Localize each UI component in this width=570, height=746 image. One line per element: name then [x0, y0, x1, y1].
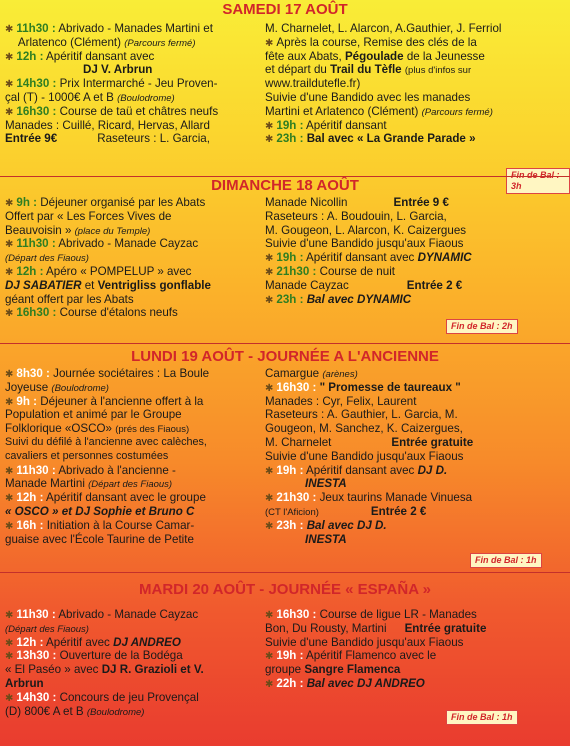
samedi-right-column	[265, 22, 565, 146]
event-time: 19h :	[276, 251, 304, 265]
bullet-star-icon: ✱	[5, 79, 14, 91]
event-line	[5, 533, 257, 547]
event-line	[5, 279, 257, 293]
event-text: Suivie d'une Bandido avec les manades	[265, 90, 471, 104]
event-time: 16h30 :	[16, 104, 57, 118]
event-time: 14h30 :	[16, 77, 57, 91]
bullet-star-icon: ✱	[5, 198, 14, 209]
event-text: M. Gougeon, L. Alarcon, K. Caizergues	[265, 223, 467, 237]
event-time: 21h30 :	[276, 264, 317, 278]
event-line	[5, 63, 257, 77]
event-line	[5, 367, 257, 381]
event-time: 9h :	[16, 196, 38, 209]
event-line	[265, 251, 565, 265]
bullet-star-icon: ✱	[265, 465, 274, 477]
event-text: Ouverture de la Bodéga	[59, 649, 183, 663]
event-text: www.traildutefle.fr)	[265, 77, 361, 91]
event-text: Sangre Flamenca	[304, 663, 401, 677]
bullet-star-icon: ✱	[265, 37, 274, 49]
event-time: 12h :	[16, 491, 44, 505]
event-line	[265, 477, 565, 491]
event-text: " Promesse de taureaux "	[319, 380, 461, 394]
event-text: Après la course, Remise des clés de la	[276, 35, 477, 49]
event-line	[265, 293, 565, 307]
event-text: Bon, Du Rousty, Martini	[265, 621, 387, 635]
event-text: Entrée 9 €	[393, 196, 449, 209]
event-text: M. Charnelet, L. Alarcon, A.Gauthier, J. Ferriol	[265, 22, 502, 35]
event-line	[265, 196, 565, 210]
event-line	[5, 381, 257, 395]
mardi-right-column	[265, 608, 565, 691]
dimanche-right-column	[265, 196, 565, 306]
event-line	[265, 636, 565, 650]
event-text: DJ SABATIER	[5, 278, 82, 292]
event-time: 12h :	[16, 264, 44, 278]
event-line	[5, 608, 257, 622]
event-text: Beauvoisin »	[5, 223, 72, 237]
event-text: Apéro « POMPELUP » avec	[46, 264, 192, 278]
section-divider	[0, 572, 570, 573]
event-text: Course de ligue LR - Manades	[319, 608, 477, 621]
event-text: (Départ des Fiaous)	[5, 253, 89, 265]
event-line	[265, 381, 565, 395]
event-time: 16h :	[16, 518, 44, 532]
event-text: (D) 800€ A et B	[5, 704, 84, 718]
event-text: Arbrun	[5, 676, 44, 690]
bullet-star-icon: ✱	[265, 651, 274, 663]
event-text: Raseteurs : A. Boudouin, L. Garcia,	[265, 209, 447, 223]
event-text: M. Charnelet	[265, 435, 332, 449]
event-time: 21h30 :	[276, 491, 317, 505]
event-text: Déjeuner à l'ancienne offert à la	[40, 394, 204, 408]
event-text: Apéritif dansant avec	[306, 463, 415, 477]
event-text: Entrée 2 €	[406, 278, 463, 292]
event-text: çal (T) - 1000€ A et B	[5, 90, 114, 104]
bullet-star-icon: ✱	[265, 520, 274, 532]
event-line	[265, 132, 565, 146]
event-text: INESTA	[305, 477, 347, 491]
bullet-star-icon: ✱	[5, 692, 14, 704]
event-text: cavaliers et personnes costumées	[5, 449, 169, 462]
bullet-star-icon: ✱	[5, 308, 14, 320]
event-text: DYNAMIC	[417, 251, 472, 265]
event-line	[265, 36, 565, 50]
event-text: Jeux taurins Manade Vinuesa	[319, 491, 473, 505]
event-line	[5, 36, 257, 50]
bullet-star-icon: ✱	[5, 51, 14, 63]
event-text: et	[84, 278, 95, 292]
section-title-samedi: SAMEDI 17 AOÛT	[222, 1, 348, 18]
event-line	[5, 91, 257, 105]
event-line	[5, 450, 257, 464]
event-text: et départ du	[265, 63, 327, 77]
event-line	[265, 91, 565, 105]
event-text: INESTA	[305, 532, 347, 546]
event-line	[5, 491, 257, 505]
event-time: 16h30 :	[276, 380, 317, 394]
event-text: Abrivado - Manade Cayzac	[58, 608, 199, 621]
event-text: Folklorique «OSCO»	[5, 422, 112, 436]
event-time: 23h :	[276, 518, 304, 532]
event-text: Entrée gratuite	[404, 621, 487, 635]
event-line	[5, 105, 257, 119]
event-line	[265, 533, 565, 547]
event-line	[265, 464, 565, 478]
event-text: DJ V. Arbrun	[83, 63, 153, 77]
event-text: (arènes)	[322, 369, 358, 380]
event-time: 11h30 :	[16, 608, 56, 621]
event-text: Manade Martini	[5, 477, 85, 491]
fin-de-bal-badge: Fin de Bal : 1h	[446, 710, 518, 725]
event-text: Bal avec DJ ANDREO	[306, 676, 425, 690]
event-time: 16h30 :	[16, 306, 57, 320]
event-line	[5, 50, 257, 64]
event-time: 19h :	[276, 463, 304, 477]
event-line	[5, 705, 257, 719]
bullet-star-icon: ✱	[5, 369, 14, 380]
event-text: (Parcours fermé)	[421, 106, 493, 118]
event-text: (Départ des Fiaous)	[5, 623, 89, 635]
event-line	[265, 22, 565, 36]
event-text: Concours de jeu Provençal	[59, 690, 199, 704]
event-text: Suivie d'une Bandido jusqu'aux Fiaous	[265, 237, 464, 251]
event-line	[265, 50, 565, 64]
event-text: fête aux Abats,	[265, 49, 342, 63]
event-time: 8h30 :	[16, 367, 50, 380]
event-line	[5, 132, 257, 146]
event-time: 16h30 :	[276, 608, 317, 621]
event-line	[5, 677, 257, 691]
event-line	[5, 306, 257, 320]
bullet-star-icon: ✱	[5, 239, 14, 251]
event-time: 11h30 :	[16, 463, 56, 477]
event-text: Déjeuner organisé par les Abats	[40, 196, 206, 209]
lundi-right-column	[265, 367, 565, 546]
event-text: Arlatenco (Clément)	[17, 35, 121, 49]
event-time: 9h :	[16, 394, 38, 408]
event-text: (prés des Fiaous)	[115, 424, 190, 436]
bullet-star-icon: ✱	[5, 637, 14, 649]
event-text: Suivie d'une Bandido jusqu'aux Fiaous	[265, 635, 464, 649]
event-text: Bal avec « La Grande Parade »	[306, 132, 476, 146]
event-line	[5, 464, 257, 478]
event-line	[265, 677, 565, 691]
event-line	[265, 519, 565, 533]
event-line	[265, 395, 565, 409]
bullet-star-icon: ✱	[265, 253, 274, 265]
bullet-star-icon: ✱	[5, 106, 14, 118]
lundi-left-column	[5, 367, 257, 546]
event-text: Initiation à la Course Camar-	[46, 518, 195, 532]
event-line	[5, 196, 257, 210]
event-text: Entrée 9€	[5, 132, 58, 146]
event-time: 14h30 :	[16, 690, 57, 704]
bullet-star-icon: ✱	[5, 651, 14, 663]
event-text: Abrivado - Manades Martini et	[58, 22, 213, 35]
event-text: Manade Cayzac	[265, 278, 349, 292]
section-divider	[0, 343, 570, 344]
bullet-star-icon: ✱	[265, 610, 274, 621]
event-line	[5, 224, 257, 238]
event-text: Manades : Cuillé, Ricard, Hervas, Allard	[5, 118, 210, 132]
event-text: Course d'étalons neufs	[59, 306, 178, 320]
event-text: Manade Nicollin	[265, 196, 348, 209]
event-text: Apéritif dansant	[306, 118, 387, 132]
event-line	[265, 663, 565, 677]
event-text: Apéritif avec	[46, 635, 110, 649]
event-text: (Boulodrome)	[86, 706, 145, 718]
event-line	[265, 649, 565, 663]
event-line	[5, 77, 257, 91]
samedi-left-column	[5, 22, 257, 146]
event-text: Pégoulade	[344, 49, 404, 63]
event-text: Apéritif dansant avec le groupe	[46, 491, 206, 505]
event-text: Joyeuse	[5, 380, 49, 394]
event-text: géant offert par les Abats	[5, 292, 134, 306]
event-line	[5, 237, 257, 251]
event-line	[5, 505, 257, 519]
event-line	[5, 649, 257, 663]
event-text: Gougeon, M. Sanchez, K. Caizergues,	[265, 422, 463, 436]
fin-de-bal-badge: Fin de Bal : 2h	[446, 319, 518, 334]
event-time: 23h :	[276, 292, 304, 306]
event-line	[5, 251, 257, 265]
event-text: Abrivado à l'ancienne -	[58, 463, 176, 477]
bullet-star-icon: ✱	[5, 266, 14, 278]
event-line	[5, 436, 257, 450]
event-line	[265, 491, 565, 505]
event-line	[5, 119, 257, 133]
event-text: Entrée 2 €	[370, 504, 427, 518]
event-text: « OSCO » et DJ Sophie et Bruno C	[5, 504, 195, 518]
bullet-star-icon: ✱	[265, 266, 274, 278]
event-text: (place du Temple)	[74, 225, 151, 237]
event-text: Course de taü et châtres neufs	[59, 104, 219, 118]
event-text: Prix Intermarché - Jeu Proven-	[59, 77, 218, 91]
event-line	[265, 210, 565, 224]
event-line	[5, 395, 257, 409]
event-text: Apéritif Flamenco avec le	[306, 649, 437, 663]
event-text: Trail du Tèfle	[330, 63, 402, 77]
event-line	[5, 422, 257, 436]
event-text: (Boulodrome)	[51, 382, 109, 394]
event-line	[5, 519, 257, 533]
event-line	[5, 22, 257, 36]
bullet-star-icon: ✱	[5, 520, 14, 532]
event-text: Suivi du défilé à l'ancienne avec calèches,	[5, 435, 207, 448]
event-text: (Boulodrome)	[117, 92, 175, 104]
bullet-star-icon: ✱	[265, 294, 274, 306]
event-text: « El Paséo » avec	[5, 663, 99, 677]
event-line	[5, 691, 257, 705]
event-text: Course de nuit	[319, 264, 395, 278]
event-text: (Parcours fermé)	[124, 37, 196, 49]
event-text: Bal avec DYNAMIC	[306, 292, 412, 306]
event-time: 23h :	[276, 132, 304, 146]
bullet-star-icon: ✱	[5, 24, 14, 35]
event-line	[265, 77, 565, 91]
event-text: Martini et Arlatenco (Clément)	[265, 104, 419, 118]
event-line	[265, 622, 565, 636]
event-line	[265, 265, 565, 279]
event-line	[265, 450, 565, 464]
event-text: Bal avec DJ D.	[306, 518, 387, 532]
event-time: 19h :	[276, 118, 304, 132]
event-text: DJ ANDREO	[113, 635, 181, 649]
event-line	[5, 636, 257, 650]
bullet-star-icon: ✱	[265, 678, 274, 690]
event-text: (plus d'infos sur	[404, 65, 472, 77]
bullet-star-icon: ✱	[5, 493, 14, 505]
event-text: guaise avec l'École Taurine de Petite	[5, 532, 194, 546]
bullet-star-icon: ✱	[5, 610, 14, 621]
event-line	[5, 477, 257, 491]
event-line	[265, 408, 565, 422]
event-text: de la Jeunesse	[406, 49, 485, 63]
event-text: groupe	[265, 663, 302, 677]
event-text: DJ R. Grazioli et V.	[101, 663, 204, 677]
bullet-star-icon: ✱	[265, 120, 274, 132]
event-line	[265, 105, 565, 119]
section-title-dimanche: DIMANCHE 18 AOÛT	[211, 177, 359, 194]
event-text: (CT l'Aficion)	[265, 506, 319, 518]
event-time: 19h :	[276, 649, 304, 663]
event-line	[5, 293, 257, 307]
bullet-star-icon: ✱	[5, 396, 14, 408]
event-text: Entrée gratuite	[391, 435, 474, 449]
event-text: Ventrigliss gonflable	[97, 278, 211, 292]
event-line	[265, 367, 565, 381]
event-line	[5, 210, 257, 224]
event-text: Abrivado - Manade Cayzac	[58, 237, 199, 251]
mardi-left-column	[5, 608, 257, 718]
event-line	[5, 622, 257, 636]
event-line	[265, 237, 565, 251]
event-line	[265, 608, 565, 622]
fin-de-bal-badge: Fin de Bal : 1h	[470, 553, 542, 568]
event-time: 13h30 :	[16, 649, 57, 663]
event-text: Apéritif dansant avec	[46, 49, 155, 63]
bullet-star-icon: ✱	[5, 465, 14, 477]
event-time: 11h30 :	[16, 22, 56, 35]
event-time: 11h30 :	[16, 237, 56, 251]
event-line	[5, 408, 257, 422]
event-text: Population et animé par le Groupe	[5, 408, 182, 422]
dimanche-left-column	[5, 196, 257, 320]
bullet-star-icon: ✱	[265, 134, 274, 146]
event-time: 12h :	[16, 635, 44, 649]
event-text: Raseteurs : L. Garcia,	[97, 132, 210, 146]
event-text: Apéritif dansant avec	[306, 251, 415, 265]
event-line	[265, 119, 565, 133]
bullet-star-icon: ✱	[265, 382, 274, 394]
event-line	[265, 505, 565, 519]
event-text: Journée sociétaires : La Boule	[53, 367, 210, 380]
event-text: Suivie d'une Bandido jusqu'aux Fiaous	[265, 449, 464, 463]
event-line	[265, 422, 565, 436]
event-time: 22h :	[276, 676, 304, 690]
event-line	[265, 279, 565, 293]
section-title-lundi: LUNDI 19 AOÛT - JOURNÉE A L'ANCIENNE	[131, 348, 439, 365]
event-line	[5, 663, 257, 677]
event-text: Camargue	[265, 367, 320, 380]
event-line	[265, 63, 565, 77]
event-text: Raseteurs : A. Gauthier, L. Garcia, M.	[265, 408, 458, 422]
event-line	[265, 436, 565, 450]
event-time: 12h :	[16, 49, 44, 63]
bullet-star-icon: ✱	[265, 493, 274, 505]
section-title-mardi: MARDI 20 AOÛT - JOURNÉE « ESPAÑA »	[139, 581, 431, 598]
event-line	[5, 265, 257, 279]
event-line	[265, 224, 565, 238]
event-text: Offert par « Les Forces Vives de	[5, 209, 172, 223]
event-text: (Départ des Fiaous)	[88, 479, 173, 491]
event-text: DJ D.	[417, 463, 448, 477]
fin-de-bal-badge: Fin de Bal : 3h	[506, 168, 570, 194]
event-text: Manades : Cyr, Felix, Laurent	[265, 394, 417, 408]
